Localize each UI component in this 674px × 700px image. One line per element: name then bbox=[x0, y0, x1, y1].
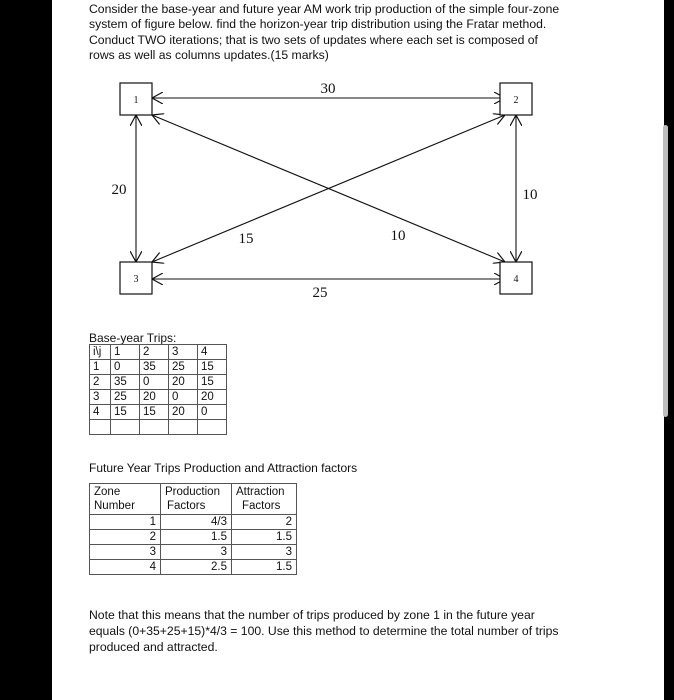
future-factors-table bbox=[89, 483, 297, 575]
table-cell: i\j bbox=[90, 345, 111, 360]
note-line: produced and attracted. bbox=[89, 640, 218, 654]
header-line: Factors bbox=[242, 500, 281, 512]
table-cell: 20 bbox=[169, 405, 198, 420]
table-cell: 15 bbox=[140, 405, 169, 420]
zone-node-1-label: 1 bbox=[133, 95, 139, 106]
table-cell: 1.5 bbox=[232, 560, 297, 575]
table-cell: 1 bbox=[90, 515, 161, 530]
zone-number-header bbox=[90, 484, 161, 515]
table-cell: 0 bbox=[169, 390, 198, 405]
table-cell bbox=[140, 420, 169, 435]
table-row bbox=[90, 530, 297, 545]
table-cell: 2 bbox=[90, 375, 111, 390]
table-cell: 4/3 bbox=[161, 515, 232, 530]
edge-label-2-3: 15 bbox=[238, 231, 254, 247]
table-cell: 20 bbox=[140, 390, 169, 405]
table-cell: 35 bbox=[140, 360, 169, 375]
table-cell: 3 bbox=[169, 345, 198, 360]
table-cell: 3 bbox=[90, 390, 111, 405]
table-row bbox=[90, 390, 227, 405]
table-cell: 0 bbox=[140, 375, 169, 390]
edge-label-1-3: 20 bbox=[111, 182, 127, 198]
table-cell: 0 bbox=[198, 405, 227, 420]
table-cell: 20 bbox=[198, 390, 227, 405]
table-cell: 3 bbox=[161, 545, 232, 560]
table-cell: 4 bbox=[198, 345, 227, 360]
edge-label-2-4: 10 bbox=[522, 187, 538, 203]
zone-node-3 bbox=[120, 262, 152, 294]
table-cell bbox=[111, 420, 140, 435]
zone-node-3-label: 3 bbox=[133, 274, 139, 285]
table-row-empty bbox=[90, 420, 227, 435]
table-cell: 1.5 bbox=[232, 530, 297, 545]
table-row bbox=[90, 405, 227, 420]
attraction-factors-header bbox=[232, 484, 297, 515]
table-row bbox=[90, 515, 297, 530]
table-cell bbox=[198, 420, 227, 435]
future-year-caption: Future Year Trips Production and Attraction factors bbox=[89, 461, 358, 475]
table-cell: 1 bbox=[111, 345, 140, 360]
header-line: Factors bbox=[167, 500, 206, 512]
table-cell: 3 bbox=[232, 545, 297, 560]
zone-network-diagram bbox=[52, 0, 664, 320]
vertical-scrollbar[interactable] bbox=[663, 125, 668, 417]
base-year-table bbox=[89, 344, 227, 435]
table-cell bbox=[169, 420, 198, 435]
table-header-row bbox=[90, 484, 297, 515]
table-cell: 1 bbox=[90, 360, 111, 375]
table-cell: 4 bbox=[90, 405, 111, 420]
note-line: Note that this means that the number of trips produced by zone 1 in the future year bbox=[89, 608, 535, 622]
edge-label-1-2: 30 bbox=[320, 81, 336, 97]
question-line: Consider the base-year and future year AM work trip production of the simple four-zone bbox=[89, 2, 560, 16]
table-row bbox=[90, 545, 297, 560]
edge-label-3-4: 25 bbox=[312, 285, 328, 301]
note-text bbox=[89, 607, 609, 655]
table-cell: 25 bbox=[169, 360, 198, 375]
table-cell: 2 bbox=[140, 345, 169, 360]
document-page bbox=[52, 0, 664, 700]
question-line: rows as well as columns updates.(15 marks) bbox=[89, 48, 329, 63]
table-cell: 4 bbox=[90, 560, 161, 575]
question-line: system of figure below. find the horizon-year trip distribution using the Fratar method. bbox=[89, 17, 547, 32]
table-cell: 2.5 bbox=[161, 560, 232, 575]
table-cell: 35 bbox=[111, 375, 140, 390]
table-cell: 20 bbox=[169, 375, 198, 390]
header-line: Production bbox=[165, 486, 220, 498]
table-row bbox=[90, 560, 297, 575]
edge-label-1-4: 10 bbox=[390, 228, 406, 244]
table-cell: 0 bbox=[111, 360, 140, 375]
table-cell: 2 bbox=[232, 515, 297, 530]
question-line: Conduct TWO iterations; that is two sets of updates where each set is composed of bbox=[89, 32, 538, 47]
table-cell: 1.5 bbox=[161, 530, 232, 545]
table-cell: 15 bbox=[198, 375, 227, 390]
table-row bbox=[90, 375, 227, 390]
table-header-row bbox=[90, 345, 227, 360]
header-line: Attraction bbox=[236, 486, 285, 498]
production-factors-header bbox=[161, 484, 232, 515]
header-line: Zone bbox=[94, 486, 121, 498]
zone-node-2 bbox=[500, 83, 532, 115]
table-cell: 2 bbox=[90, 530, 161, 545]
zone-node-1 bbox=[120, 83, 152, 115]
table-row bbox=[90, 360, 227, 375]
table-cell: 15 bbox=[111, 405, 140, 420]
zone-node-2-label: 2 bbox=[513, 95, 519, 106]
zone-node-4-label: 4 bbox=[513, 274, 519, 285]
table-cell: 3 bbox=[90, 545, 161, 560]
base-year-caption: Base-year Trips: bbox=[89, 331, 177, 345]
zone-node-4 bbox=[500, 262, 532, 294]
header-line: Number bbox=[94, 500, 135, 512]
note-line: equals (0+35+25+15)*4/3 = 100. Use this method to determine the total number of trips bbox=[89, 624, 559, 638]
table-cell: 25 bbox=[111, 390, 140, 405]
table-cell bbox=[90, 420, 111, 435]
table-cell: 15 bbox=[198, 360, 227, 375]
